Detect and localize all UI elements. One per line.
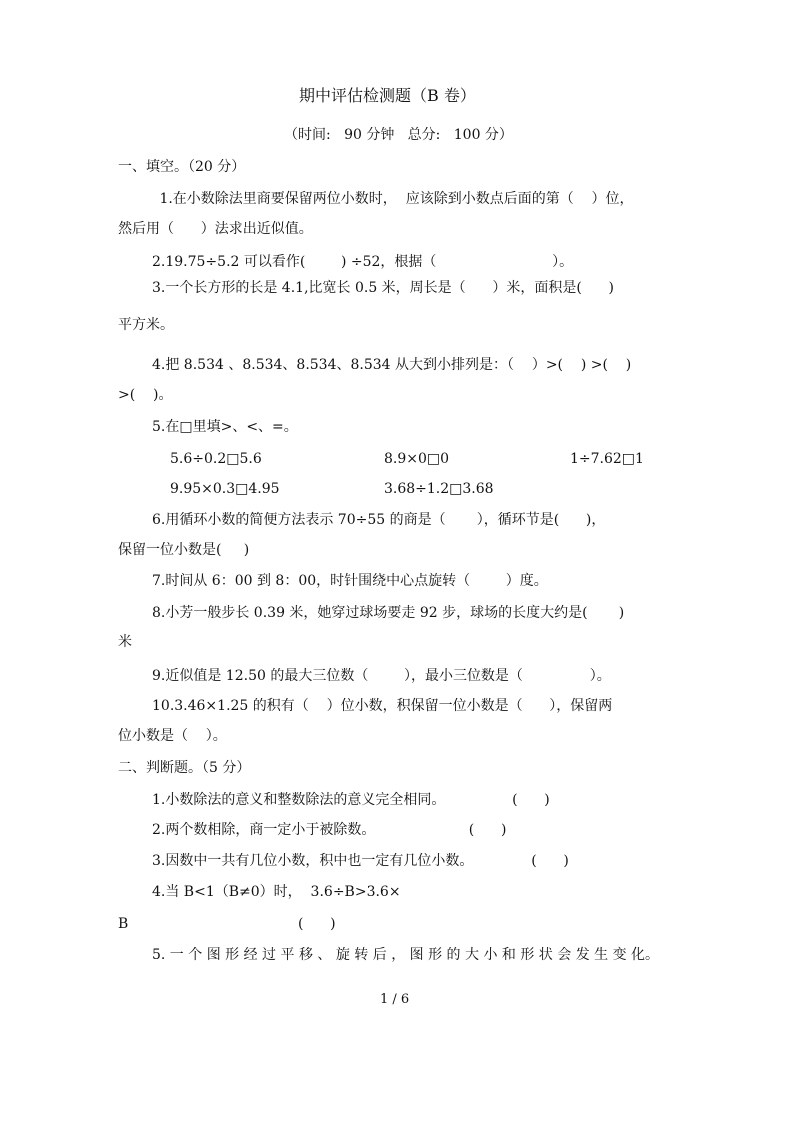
question-7: 7.时间从 6：00 到 8：00，时针围绕中心点旋转（ ）度。	[152, 573, 548, 589]
question-6-line-1: 6.用循环小数的简便方法表示 70÷55 的商是（ ），循环节是( )，	[152, 512, 606, 528]
judge-3: 3.因数中一共有几位小数，积中也一定有几位小数。 ( )	[152, 853, 569, 869]
compare-item: 3.68÷1.2□3.68	[384, 481, 494, 497]
page-title: 期中评估检测题（B 卷）	[299, 86, 476, 105]
question-1-line-1: 1.在小数除法里商要保留两位小数时， 应该除到小数点后面的第（ ）位，	[155, 191, 634, 207]
judge-4-line-1: 4.当 B<1（B≠0）时， 3.6÷B>3.6×	[152, 884, 401, 900]
question-3-line-2: 平方米。	[118, 317, 174, 333]
question-6-line-2: 保留一位小数是( )	[118, 542, 250, 558]
compare-item: 9.95×0.3□4.95	[170, 481, 280, 497]
question-4-line-2: >( )。	[118, 387, 173, 403]
section-2-heading: 二、判断题。（5 分）	[118, 760, 251, 776]
judge-2: 2.两个数相除，商一定小于被除数。 ( )	[152, 822, 507, 838]
section-1-heading: 一、填空。（20 分）	[118, 159, 246, 175]
question-1-line-2: 然后用（ ）法求出近似值。	[118, 221, 313, 237]
compare-item: 5.6÷0.2□5.6	[170, 451, 262, 467]
page-number: 1 / 6	[380, 992, 410, 1007]
question-3-line-1: 3.一个长方形的长是 4.1,比宽长 0.5 米，周长是（ ）米，面积是( )	[152, 280, 615, 296]
question-10-line-2: 位小数是（ ）。	[118, 728, 227, 744]
judge-5: 5. 一 个 图 形 经 过 平 移 、 旋 转 后 ， 图 形 的 大 小 和 形 状 会 发 生 变 化。	[152, 947, 660, 963]
question-4-line-1: 4.把 8.534 、8.534、8.534、8.534 从大到小排列是：（ ）>( ) >( )	[152, 357, 632, 373]
judge-4-line-2: B	[118, 916, 129, 932]
compare-item: 8.9×0□0	[384, 451, 450, 467]
question-8-line-1: 8.小芳一般步长 0.39 米，她穿过球场要走 92 步，球场的长度大约是( )	[152, 605, 625, 621]
question-5: 5.在□里填>、<、=。	[152, 419, 298, 435]
question-10-line-1: 10.3.46×1.25 的积有（ ）位小数，积保留一位小数是（ ），保留两	[152, 698, 613, 714]
question-2: 2.19.75÷5.2 可以看作( ) ÷52，根据（ ）。	[152, 254, 574, 270]
question-9: 9.近似值是 12.50 的最大三位数（ ），最小三位数是（ ）。	[152, 668, 611, 684]
exam-meta: （时间: 90 分钟 总分: 100 分）	[284, 127, 513, 143]
compare-item: 1÷7.62□1	[570, 451, 644, 467]
judge-4-bracket: ( )	[298, 916, 336, 932]
judge-1: 1.小数除法的意义和整数除法的意义完全相同。 ( )	[152, 792, 550, 808]
question-8-line-2: 米	[118, 634, 132, 650]
